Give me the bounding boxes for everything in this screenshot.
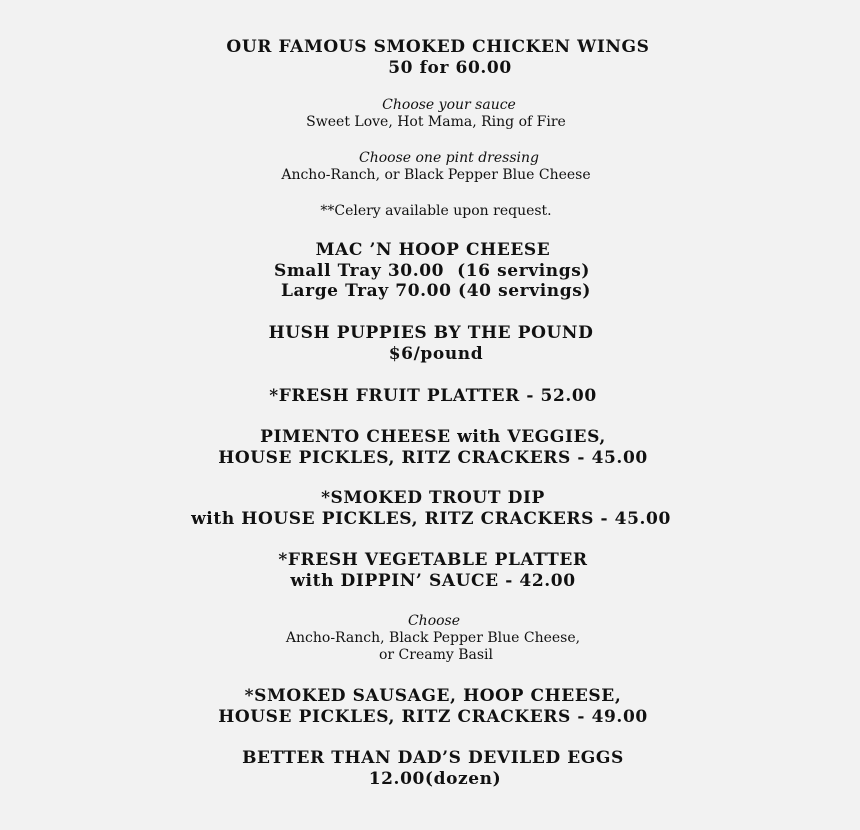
pimento-line-1: PIMENTO CHEESE with VEGGIES,: [260, 427, 606, 447]
mac-section: [0, 240, 860, 302]
deviled-eggs-section: [0, 748, 860, 789]
wings-title: OUR FAMOUS SMOKED CHICKEN WINGS: [226, 37, 650, 57]
veg-dip-options-1: Ancho-Ranch, Black Pepper Blue Cheese,: [285, 630, 581, 646]
celery-note-block: [0, 203, 860, 220]
hush-puppies-section: [0, 323, 860, 364]
veg-platter-section: [0, 550, 860, 591]
veg-platter-line-2: with DIPPIN’ SAUCE - 42.00: [290, 570, 576, 591]
trout-dip-line-1: *SMOKED TROUT DIP: [321, 488, 545, 508]
fruit-platter-section: [0, 386, 860, 407]
celery-note: **Celery available upon request.: [320, 203, 552, 219]
wings-section: [0, 37, 860, 78]
veg-dip-options-2: or Creamy Basil: [378, 647, 494, 663]
trout-dip-line-2: with HOUSE PICKLES, RITZ CRACKERS - 45.00: [191, 508, 671, 529]
veg-dip-choices: [0, 613, 860, 664]
wings-dressing-block: [0, 150, 860, 184]
deviled-eggs-title: BETTER THAN DAD’S DEVILED EGGS: [242, 748, 624, 768]
sausage-line-1: *SMOKED SAUSAGE, HOOP CHEESE,: [244, 686, 622, 706]
mac-large-tray: Large Tray 70.00 (40 servings): [280, 281, 592, 301]
trout-dip-section: [0, 488, 860, 529]
hush-puppies-title: HUSH PUPPIES BY THE POUND: [268, 323, 594, 343]
fruit-platter-title: *FRESH FRUIT PLATTER - 52.00: [269, 386, 597, 406]
pimento-section: [0, 427, 860, 468]
veg-choose-prompt: Choose: [407, 613, 461, 629]
sausage-section: [0, 686, 860, 727]
hush-puppies-price: $6/pound: [388, 343, 484, 364]
sauce-prompt: Choose your sauce: [382, 97, 516, 113]
dressing-prompt: Choose one pint dressing: [359, 150, 539, 166]
sausage-line-2: HOUSE PICKLES, RITZ CRACKERS - 49.00: [218, 706, 648, 727]
wings-price: 50 for 60.00: [388, 57, 512, 78]
deviled-eggs-price: 12.00(dozen): [368, 768, 502, 789]
pimento-line-2: HOUSE PICKLES, RITZ CRACKERS - 45.00: [218, 447, 648, 468]
sauce-options: Sweet Love, Hot Mama, Ring of Fire: [306, 114, 566, 130]
mac-title: MAC ’N HOOP CHEESE: [315, 240, 551, 260]
mac-small-tray: Small Tray 30.00 (16 servings): [273, 260, 591, 281]
wings-sauce-block: [0, 97, 860, 131]
dressing-options: Ancho-Ranch, or Black Pepper Blue Cheese: [281, 167, 591, 183]
veg-platter-line-1: *FRESH VEGETABLE PLATTER: [278, 550, 588, 570]
